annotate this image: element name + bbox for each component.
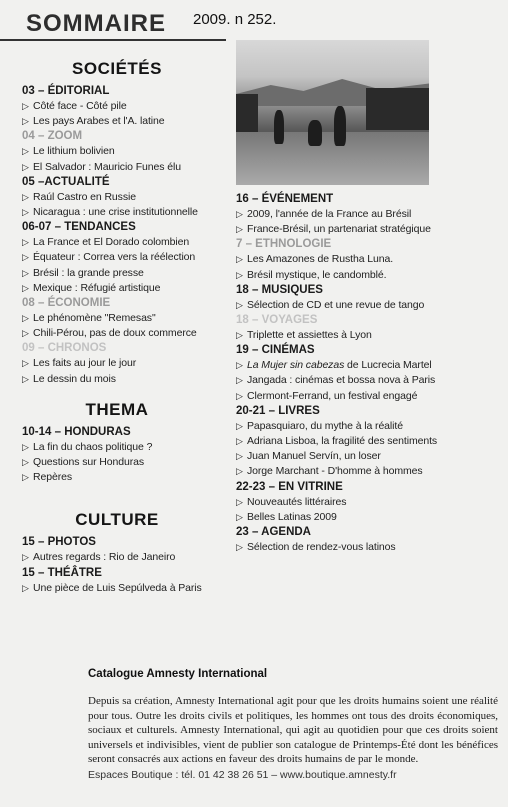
toc-item-label: Le phénomène "Remesas" (33, 312, 156, 325)
photo-hut-right (366, 88, 429, 130)
toc-item (22, 356, 227, 371)
triangle-bullet-icon: ▷ (22, 101, 29, 111)
photo-figure (334, 106, 346, 146)
toc-item-label: Jangada : cinémas et bossa nova à Paris (247, 374, 436, 387)
photo-figure (308, 120, 322, 146)
toc-item (236, 495, 476, 510)
toc-item-label: Les pays Arabes et l'A. latine (33, 115, 165, 128)
toc-section-head: 10-14 – HONDURAS (22, 425, 131, 438)
toc-item-label: Nouveautés littéraires (247, 495, 347, 508)
photo-figure (274, 110, 284, 144)
triangle-bullet-icon: ▷ (22, 267, 29, 278)
photo-ground (236, 132, 429, 185)
triangle-bullet-icon: ▷ (22, 582, 29, 593)
triangle-bullet-icon: ▷ (236, 542, 243, 553)
triangle-bullet-icon: ▷ (236, 224, 243, 235)
catalogue-body: Depuis sa création, Amnesty International agit pour que les droits humains soient une réalité pour tous. Outre les droits civils et politiques, les hommes ont tous des droits économiques, sociaux et culturels. Amnesty International, qui agit au quotidien pour que ces droits soient universels et indivisibles, vient de publier son catalogue de Printemps-Été dont les bénéfices seront consacrés aux actions en faveur des droits humains de par le monde. (88, 695, 498, 766)
toc-item (236, 540, 476, 555)
toc-section-head: 05 –ACTUALITÉ (22, 175, 110, 188)
societes-list (22, 84, 227, 387)
toc-section-head: 22-23 – EN VITRINE (236, 480, 343, 493)
triangle-bullet-icon: ▷ (22, 457, 29, 468)
toc-item (236, 434, 476, 449)
toc-item (22, 550, 227, 565)
toc-item-label: Clermont-Ferrand, un festival engagé (247, 389, 418, 402)
toc-item (22, 235, 227, 250)
triangle-bullet-icon: ▷ (236, 436, 243, 447)
toc-item (22, 99, 227, 114)
triangle-bullet-icon: ▷ (236, 466, 243, 477)
triangle-bullet-icon: ▷ (22, 146, 29, 157)
triangle-bullet-icon: ▷ (22, 252, 29, 263)
toc-item-label: Sélection de CD et une revue de tango (247, 298, 425, 311)
triangle-bullet-icon: ▷ (236, 330, 243, 341)
toc-section-head: 15 – PHOTOS (22, 536, 96, 549)
toc-section-head: 06-07 – TENDANCES (22, 221, 136, 234)
toc-item (236, 464, 476, 479)
toc-item (22, 144, 227, 159)
toc-item-label: Côté face - Côté pile (33, 100, 127, 112)
triangle-bullet-icon: ▷ (22, 161, 29, 172)
toc-item-label: Adriana Lisboa, la fragilité des sentiments (247, 435, 438, 448)
triangle-bullet-icon: ▷ (22, 207, 29, 218)
toc-item-label: Autres regards : Rio de Janeiro (33, 551, 176, 564)
toc-item (22, 372, 227, 387)
toc-section-head: 23 – AGENDA (236, 526, 311, 539)
triangle-bullet-icon: ▷ (22, 328, 29, 339)
header-rule (0, 39, 226, 41)
culture-list (22, 535, 227, 595)
toc-item-label: El Salvador : Mauricio Funes élu (33, 160, 181, 173)
triangle-bullet-icon: ▷ (22, 191, 29, 202)
toc-item (236, 358, 476, 373)
toc-item-label: La France et El Dorado colombien (33, 236, 190, 249)
toc-item-label: Raúl Castro en Russie (33, 190, 136, 203)
triangle-bullet-icon: ▷ (236, 375, 243, 386)
toc-item-label: La Mujer sin cabezas de Lucrecia Martel (247, 359, 432, 372)
triangle-bullet-icon: ▷ (236, 390, 243, 401)
photo-hut-left (236, 94, 258, 134)
toc-item-label: Jorge Marchant - D'homme à hommes (247, 465, 423, 478)
toc-section-head: 16 – ÉVÉNEMENT (236, 193, 334, 205)
triangle-bullet-icon: ▷ (22, 552, 29, 563)
triangle-bullet-icon: ▷ (22, 358, 29, 369)
toc-item (236, 449, 476, 464)
triangle-bullet-icon: ▷ (236, 451, 243, 462)
toc-item (22, 470, 227, 485)
toc-item-label: Une pièce de Luis Sepúlveda à Paris (33, 581, 202, 594)
triangle-bullet-icon: ▷ (236, 360, 243, 371)
triangle-bullet-icon: ▷ (22, 116, 29, 127)
toc-item-label: Le lithium bolivien (33, 145, 115, 158)
triangle-bullet-icon: ▷ (22, 441, 29, 452)
right-list (236, 192, 476, 555)
toc-item (22, 311, 227, 326)
toc-item (22, 190, 227, 205)
triangle-bullet-icon: ▷ (236, 511, 243, 522)
toc-section-head: 04 – ZOOM (22, 130, 83, 143)
catalogue-footer: Espaces Boutique : tél. 01 42 38 26 51 – www.boutique.amnesty.fr (88, 768, 397, 781)
toc-item (236, 373, 476, 388)
toc-item (22, 440, 227, 455)
toc-item-label: Nicaragua : une crise institutionnelle (33, 206, 198, 219)
toc-item-label: 2009, l'année de la France au Brésil (247, 208, 412, 220)
toc-item-label: Repères (33, 471, 72, 484)
section-heading-thema: THEMA (85, 399, 149, 419)
section-heading-societes: SOCIÉTÉS (72, 59, 162, 78)
section-heading-culture: CULTURE (75, 510, 159, 530)
toc-item-label: Mexique : Réfugié artistique (33, 281, 161, 294)
triangle-bullet-icon: ▷ (22, 313, 29, 324)
toc-item (236, 207, 476, 222)
toc-item-label: Papasquiaro, du mythe à la réalité (247, 419, 403, 432)
toc-section-head: 7 – ETHNOLOGIE (236, 238, 332, 251)
toc-item (22, 455, 227, 470)
toc-item (236, 419, 476, 434)
triangle-bullet-icon: ▷ (236, 269, 243, 280)
toc-item (22, 250, 227, 265)
toc-section-head: 09 – CHRONOS (22, 342, 107, 355)
triangle-bullet-icon: ▷ (236, 299, 243, 310)
issue-number: 2009. n 252. (193, 11, 277, 28)
toc-item-label: Brésil : la grande presse (33, 266, 144, 279)
triangle-bullet-icon: ▷ (236, 254, 243, 265)
toc-item (22, 326, 227, 341)
toc-section-head: 03 – ÉDITORIAL (22, 85, 110, 97)
toc-section-head: 19 – CINÉMAS (236, 344, 315, 357)
triangle-bullet-icon: ▷ (22, 282, 29, 293)
toc-item-label: Triplette et assiettes à Lyon (247, 329, 372, 342)
toc-item-label: Les Amazones de Rustha Luna. (247, 253, 394, 266)
toc-item (236, 389, 476, 404)
toc-section-head: 18 – VOYAGES (236, 314, 318, 327)
page-title: SOMMAIRE (26, 10, 166, 37)
toc-item (236, 222, 476, 237)
toc-item-label: La fin du chaos politique ? (33, 440, 153, 453)
toc-item (22, 266, 227, 281)
toc-section-head: 20-21 – LIVRES (236, 404, 320, 417)
triangle-bullet-icon: ▷ (236, 209, 243, 219)
catalogue-title: Catalogue Amnesty International (88, 668, 268, 680)
toc-section-head: 18 – MUSIQUES (236, 283, 323, 296)
toc-item-label: Sélection de rendez-vous latinos (247, 541, 396, 554)
toc-item-label: Brésil mystique, le candomblé. (247, 268, 387, 281)
triangle-bullet-icon: ▷ (236, 496, 243, 507)
toc-item (22, 114, 227, 129)
toc-item-label: France-Brésil, un partenariat stratégique (247, 223, 431, 236)
triangle-bullet-icon: ▷ (22, 373, 29, 384)
contents-left-column (22, 58, 227, 596)
toc-section-head: 08 – ÉCONOMIE (22, 297, 111, 310)
cover-photo (236, 40, 429, 185)
toc-item-label: Les faits au jour le jour (33, 357, 137, 370)
contents-right-column (236, 192, 476, 555)
toc-item (236, 510, 476, 525)
toc-item (236, 328, 476, 343)
toc-section-head: 15 – THÉÂTRE (22, 566, 102, 579)
thema-list (22, 425, 227, 486)
triangle-bullet-icon: ▷ (22, 472, 29, 483)
toc-item-label: Juan Manuel Servín, un loser (247, 450, 381, 463)
toc-item (22, 281, 227, 296)
toc-item-label: Chili-Pérou, pas de doux commerce (33, 327, 197, 340)
toc-item (22, 581, 227, 596)
toc-item (236, 298, 476, 313)
toc-item (22, 205, 227, 220)
toc-item (236, 252, 476, 267)
triangle-bullet-icon: ▷ (22, 237, 29, 248)
toc-item-label: Belles Latinas 2009 (247, 510, 337, 523)
toc-item (22, 160, 227, 175)
catalogue-box (88, 668, 498, 782)
toc-item-label: Équateur : Correa vers la réélection (33, 251, 196, 264)
triangle-bullet-icon: ▷ (236, 420, 243, 431)
toc-item (236, 268, 476, 283)
toc-item-label: Le dessin du mois (33, 372, 116, 385)
toc-item-label: Questions sur Honduras (33, 456, 145, 469)
